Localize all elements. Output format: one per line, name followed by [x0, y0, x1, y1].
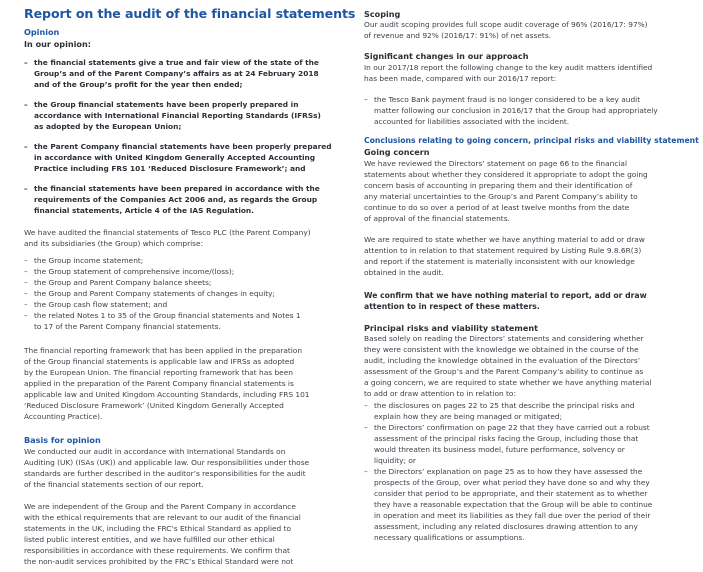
- opinion-heading: Opinion: [24, 27, 60, 37]
- paragraph-line: audit, including the knowledge obtained in the evaluation of the Directors’: [364, 356, 641, 365]
- conclusions-heading: Conclusions relating to going concern, principal risks and viability statement: [364, 136, 699, 145]
- list-item-line: – the financial statements give a true and fair view of the state of the: [34, 58, 319, 67]
- list-item: [24, 266, 301, 277]
- paragraph-line: responsibilities in accordance with these requirements. We confirm that: [24, 546, 290, 555]
- list-item: [364, 94, 658, 127]
- list-item-line: – the Group and Parent Company statements of changes in equity;: [34, 289, 276, 298]
- list-item-line: accounted for liabilities associated with the incident.: [374, 117, 570, 126]
- list-item-line: they have a reasonable expectation that the Group will be able to continue: [374, 500, 653, 509]
- list-item-line: to 17 of the Parent Company financial statements.: [34, 322, 221, 331]
- paragraph-line: a going concern, we are required to state whether we have anything material: [364, 378, 652, 387]
- opinion-list: [24, 57, 332, 216]
- section-title: Report on the audit of the financial statements: [24, 6, 356, 21]
- paragraph-line: by the European Union. The financial reporting framework that has been: [24, 368, 293, 377]
- list-item-line: financial statements, Article 4 of the IAS Regulation.: [34, 206, 254, 215]
- list-item-line: would threaten its business model, future performance, solvency or: [374, 445, 625, 454]
- list-item-line: Group’s and of the Parent Company’s affairs as at 24 February 2018: [34, 69, 319, 78]
- paragraph-line: applicable law and United Kingdom Accounting Standards, including FRS 101: [24, 390, 310, 399]
- list-item-line: – the Tesco Bank payment fraud is no longer considered to be a key audit: [374, 95, 641, 104]
- paragraph-line: statements about whether they considered it appropriate to adopt the going: [364, 170, 648, 179]
- paragraph-line: applied in the preparation of the Parent Company financial statements is: [24, 379, 294, 388]
- paragraph-line: concern basis of accounting in preparing them and their identification of: [364, 181, 633, 190]
- paragraph-line: of the financial statements section of our report.: [24, 480, 204, 489]
- list-item: [24, 57, 332, 90]
- paragraph-line: attention to in respect of these matters.: [364, 302, 540, 311]
- principal-risks-paragraph: [364, 333, 651, 399]
- list-item-line: and of the Group’s profit for the year then ended;: [34, 80, 243, 89]
- list-item-line: explain how they are being managed or mitigated;: [374, 412, 563, 421]
- list-item-line: requirements of the Companies Act 2006 and, as regards the Group: [34, 195, 318, 204]
- framework-paragraph: [24, 345, 309, 422]
- list-item-line: – the Parent Company financial statements have been properly prepared: [34, 142, 332, 151]
- list-item-line: assessment, including any related disclosures drawing attention to any: [374, 522, 638, 531]
- list-item: [24, 310, 301, 332]
- list-item-line: – the related Notes 1 to 35 of the Group financial statements and Notes 1: [34, 311, 301, 320]
- paragraph-line: has been made, compared with our 2016/17 report:: [364, 74, 557, 83]
- paragraph-line: and its subsidiaries (the Group) which comprise:: [24, 239, 204, 248]
- significant-changes-list: [364, 94, 658, 127]
- paragraph-line: of revenue and 92% (2016/17: 91%) of net assets.: [364, 31, 552, 40]
- list-item-line: – the Directors’ explanation on page 25 as to how they have assessed the: [374, 467, 643, 476]
- paragraph-line: of approval of the financial statements.: [364, 214, 510, 223]
- confirm-paragraph: [364, 290, 647, 312]
- paragraph-line: of the Group financial statements is applicable law and IFRSs as adopted: [24, 357, 295, 366]
- principal-risks-list: [364, 400, 652, 543]
- paragraph-line: any material uncertainties to the Group’s and Parent Company’s ability to: [364, 192, 638, 201]
- paragraph-line: with the ethical requirements that are relevant to our audit of the financial: [24, 513, 301, 522]
- principal-risks-heading: Principal risks and viability statement: [364, 323, 538, 333]
- paragraph-line: they were consistent with the knowledge we obtained in the course of the: [364, 345, 639, 354]
- paragraph-line: We have audited the financial statements of Tesco PLC (the Parent Company): [24, 228, 311, 237]
- list-item: [24, 183, 332, 216]
- list-item: [24, 299, 301, 310]
- list-item-line: prospects of the Group, over what period they have done so and why they: [374, 478, 650, 487]
- list-item-line: accordance with International Financial Reporting Standards (IFRSs): [34, 111, 321, 120]
- paragraph-line: We confirm that we have nothing material to report, add or draw: [364, 291, 647, 300]
- list-item-line: – the Group financial statements have been properly prepared in: [34, 100, 299, 109]
- scoping-heading: Scoping: [364, 9, 401, 19]
- paragraph-line: The financial reporting framework that has been applied in the preparation: [24, 346, 303, 355]
- paragraph-line: In our 2017/18 report the following change to the key audit matters identified: [364, 63, 653, 72]
- list-item-line: as adopted by the European Union;: [34, 122, 182, 131]
- paragraph-line: We are required to state whether we have anything material to add or draw: [364, 235, 645, 244]
- list-item-line: necessary qualifications or assumptions.: [374, 533, 525, 542]
- going-concern-paragraph: [364, 158, 648, 224]
- paragraph-line: standards are further described in the auditor’s responsibilities for the audit: [24, 469, 306, 478]
- list-item: [24, 99, 332, 132]
- paragraph-line: and report if the statement is materially inconsistent with our knowledge: [364, 257, 635, 266]
- paragraph-line: We have reviewed the Directors’ statement on page 66 to the financial: [364, 159, 628, 168]
- basis-heading: Basis for opinion: [24, 435, 101, 445]
- list-item-line: Practice including FRS 101 ‘Reduced Disclosure Framework’; and: [34, 164, 306, 173]
- list-item-line: liquidity; or: [374, 456, 416, 465]
- paragraph-line: We conducted our audit in accordance with International Standards on: [24, 447, 286, 456]
- significant-changes-paragraph: [364, 62, 652, 84]
- audited-paragraph: [24, 227, 311, 249]
- paragraph-line: obtained in the audit.: [364, 268, 444, 277]
- list-item: [364, 466, 652, 543]
- paragraph-line: We are independent of the Group and the Parent Company in accordance: [24, 502, 296, 511]
- list-item: [24, 277, 301, 288]
- in-our-opinion-label: In our opinion:: [24, 39, 91, 49]
- list-item: [364, 400, 652, 422]
- list-item-line: in operation and meet its liabilities as they fall due over the period of their: [374, 511, 651, 520]
- list-item-line: – the Group cash flow statement; and: [34, 300, 168, 309]
- scoping-paragraph: [364, 19, 648, 41]
- list-item-line: – the Group statement of comprehensive income/(loss);: [34, 267, 235, 276]
- independent-paragraph: [24, 501, 301, 567]
- list-item: [24, 141, 332, 174]
- paragraph-line: the non-audit services prohibited by the FRC’s Ethical Standard were not: [24, 557, 294, 566]
- paragraph-line: assessment of the Group’s and the Parent Company’s ability to continue as: [364, 367, 644, 376]
- list-item: [24, 255, 301, 266]
- paragraph-line: statements in the UK, including the FRC’s Ethical Standard as applied to: [24, 524, 292, 533]
- paragraph-line: ‘Reduced Disclosure Framework’ (United Kingdom Generally Accepted: [24, 401, 284, 410]
- list-item-line: – the disclosures on pages 22 to 25 that describe the principal risks and: [374, 401, 635, 410]
- list-item-line: matter following our conclusion in 2016/17 that the Group had appropriately: [374, 106, 658, 115]
- paragraph-line: attention to in relation to that statement required by Listing Rule 9.8.6R(3): [364, 246, 642, 255]
- comprise-list: [24, 255, 301, 332]
- list-item-line: – the Group income statement;: [34, 256, 144, 265]
- paragraph-line: listed public interest entities, and we have fulfilled our other ethical: [24, 535, 275, 544]
- list-item-line: – the Group and Parent Company balance sheets;: [34, 278, 212, 287]
- paragraph-line: to add or draw attention to in relation to:: [364, 389, 516, 398]
- going-concern-heading: Going concern: [364, 147, 430, 157]
- list-item-line: – the Directors’ confirmation on page 22 that they have carried out a robust: [374, 423, 650, 432]
- paragraph-line: Auditing (UK) (ISAs (UK)) and applicable law. Our responsibilities under those: [24, 458, 310, 467]
- significant-changes-heading: Significant changes in our approach: [364, 51, 529, 61]
- list-item-line: – the financial statements have been prepared in accordance with the: [34, 184, 320, 193]
- list-item-line: assessment of the principal risks facing the Group, including those that: [374, 434, 639, 443]
- paragraph-line: continue to do so over a period of at least twelve months from the date: [364, 203, 630, 212]
- basis-paragraph: [24, 446, 309, 490]
- paragraph-line: Our audit scoping provides full scope audit coverage of 96% (2016/17: 97%): [364, 20, 648, 29]
- list-item-line: in accordance with United Kingdom Generally Accepted Accounting: [34, 153, 316, 162]
- paragraph-line: Accounting Practice).: [24, 412, 103, 421]
- list-item: [24, 288, 301, 299]
- list-item: [364, 422, 652, 466]
- required-paragraph: [364, 234, 645, 278]
- list-item-line: consider that period to be appropriate, and their statement as to whether: [374, 489, 648, 498]
- paragraph-line: Based solely on reading the Directors’ statements and considering whether: [364, 334, 644, 343]
